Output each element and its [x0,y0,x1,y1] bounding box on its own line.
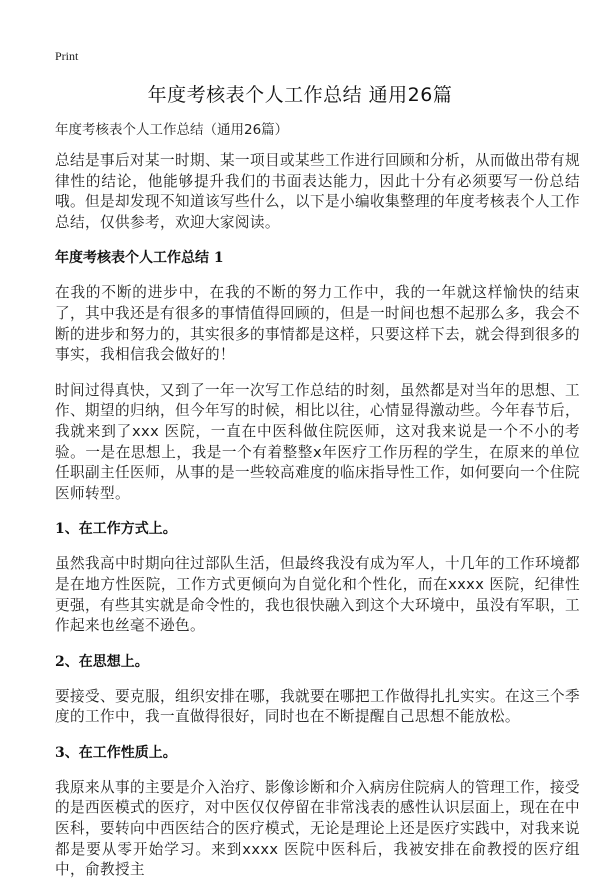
page-title: 年度考核表个人工作总结 通用26篇 [147,84,453,106]
point-heading-1: 1、在工作方式上。 [55,521,177,538]
point3-paragraph: 我原来从事的主要是介入治疗、影像诊断和介入病房住院病人的管理工作，接受的是西医模式的医疗，对中医仅仅停留在非常浅表的感性认识层面上，现在在中医科，要转向中西医结合的医疗模式，无论是理论上还是医疗实践中，对我来说都是要从零开始学习。来到xxxx 医院中医科后，我被安排在俞教授的医疗组中，俞教授主 [55,778,580,879]
section-heading-1: 年度考核表个人工作总结 1 [55,250,224,267]
point1-paragraph: 虽然我高中时期向往过部队生活，但最终我没有成为军人，十几年的工作环境都是在地方性医院，工作方式更倾向为自觉化和个性化，而在xxxx 医院，纪律性更强，有些其实就是命令性的，我也很快融入到这个大环境中，虽没有军职，工作起来也丝毫不逊色。 [55,555,580,635]
point2-paragraph: 要接受、要克服，组织安排在哪，我就要在哪把工作做得扎扎实实。在这三个季度的工作中，我一直做得很好，同时也在不断提醒自己思想不能放松。 [55,687,580,726]
point-heading-3: 3、在工作性质上。 [55,744,177,761]
section1-paragraph-2: 时间过得真快，又到了一年一次写工作总结的时刻，虽然都是对当年的思想、工作、期望的归纳，但今年写的时候，相比以往，心情显得激动些。今年春节后，我就来到了xxx 医院，一直在中医科做住院医师，这对我来说是一个不小的考验。一是在思想上，我是一个有着整整x年医疗工作历程的学生，在原来的单位任职副主任医师，从事的是一些较高难度的临床指导性工作，如何要向一个住院医师转型。 [55,381,580,502]
point-heading-2: 2、在思想上。 [55,653,149,670]
document-body [55,120,580,896]
intro-paragraph: 总结是事后对某一时期、某一项目或某些工作进行回顾和分析，从而做出带有规律性的结论，他能够提升我们的书面表达能力，因此十分有必须要写一份总结哦。但是却发现不知道该写些什么，以下是小编收集整理的年度考核表个人工作总结，仅供参考，欢迎大家阅读。 [55,152,580,231]
section1-paragraph-1: 在我的不断的进步中，在我的不断的努力工作中，我的一年就这样愉快的结束了，其中我还是有很多的事情值得回顾的，但是一时间也想不起那么多，我会不断的进步和努力的，其实很多的事情都是这样，只要这样下去，就会得到很多的事实，我相信我会做好的！ [55,284,580,364]
print-label[interactable]: Print [55,49,79,63]
document-subtitle: 年度考核表个人工作总结（通用26篇） [55,122,289,138]
